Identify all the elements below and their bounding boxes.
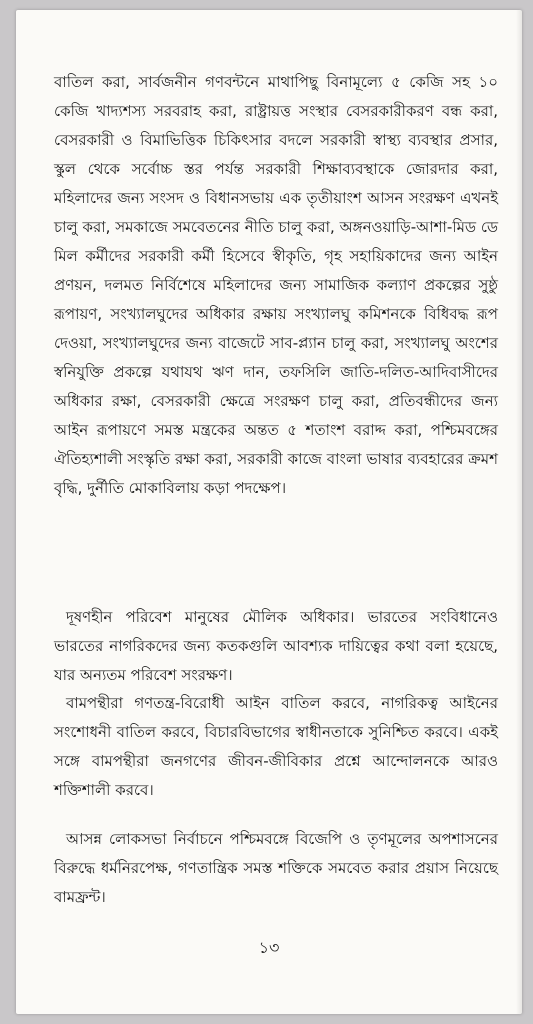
paragraph-left-commitments: বামপন্থীরা গণতন্ত্র-বিরোধী আইন বাতিল করবে, নাগরিকত্ব আইনের সংশোধনী বাতিল করবে, বিচারবিভাগের স্বাধীনতাকে সুনিশ্চিত করবে। একই সঙ্গে বামপন্থীরা জনগণের জীবন-জীবিকার প্রশ্নে আন্দোলনকে আরও শক্তিশালী করবে। (54, 694, 498, 799)
paragraph-election: আসন্ন লোকসভা নির্বাচনে পশ্চিমবঙ্গে বিজেপি ও তৃণমূলের অপশাসনের বিরুদ্ধে ধর্মনিরপেক্ষ, গণতান্ত্রিক সমস্ত শক্তিকে সমবেত করার প্রয়াস নিয়েছে বামফ্রন্ট। (54, 830, 498, 906)
paragraph-environment: দূষণহীন পরিবেশ মানুষের মৌলিক অধিকার। ভারতের সংবিধানেও ভারতের নাগরিকদের জন্য কতকগুলি আবশ্যক দায়িত্বের কথা বলা হয়েছে, যার অন্যতম পরিবেশ সংরক্ষণ। (54, 608, 498, 684)
page-number: ১৩ (258, 938, 280, 957)
paragraph-demands: বাতিল করা, সার্বজনীন গণবন্টনে মাথাপিছু বিনামূল্যে ৫ কেজি সহ ১০ কেজি খাদ্যশস্য সরবরাহ করা, রাষ্ট্রায়ত্ত সংস্থার বেসরকারীকরণ বন্ধ করা, বেসরকারী ও বিমাভিত্তিক চিকিৎসার বদলে সরকারী স্বাস্থ্য ব্যবস্থার প্রসার, স্কুল থেকে সর্বোচ্চ স্তর পর্যন্ত সরকারী শিক্ষাব্যবস্থাকে জোরদার করা, মহিলাদের জন্য সংসদ ও বিধানসভায় এক তৃতীয়াংশ আসন সংরক্ষণ এখনই চালু করা, সমকাজে সমবেতনের নীতি চালু করা, অঙ্গনওয়াড়ি-আশা-মিড ডে মিল কর্মীদের সরকারী কর্মী হিসেবে স্বীকৃতি, গৃহ সহায়িকাদের জন্য আইন প্রণয়ন, দলমত নির্বিশেষে মহিলাদের জন্য সামাজিক কল্যাণ প্রকল্পের সুষ্ঠু রূপায়ণ, সংখ্যালঘুদের অধিকার রক্ষায় সংখ্যালঘু কমিশনকে বিধিবদ্ধ রূপ দেওয়া, সংখ্যালঘুদের জন্য বাজেটে সাব-প্ল্যান চালু করা, সংখ্যালঘু অংশের স্বনিযুক্তি প্রকল্পে যথাযথ ঋণ দান, তফসিলি জাতি-দলিত-আদিবাসীদের অধিকার রক্ষা, বেসরকারী ক্ষেত্রে সংরক্ষণ চালু করা, প্রতিবন্ধীদের জন্য আইন রূপায়ণে সমস্ত মন্ত্রকের অন্তত ৫ শতাংশ বরাদ্দ করা, পশ্চিমবঙ্গের ঐতিহ্যশালী সংস্কৃতি রক্ষা করা, সরকারী কাজে বাংলা ভাষার ব্যবহারের ক্রমশ বৃদ্ধি, দুর্নীতি মোকাবিলায় কড়া পদক্ষেপ। (54, 73, 498, 497)
book-page (16, 10, 522, 1014)
